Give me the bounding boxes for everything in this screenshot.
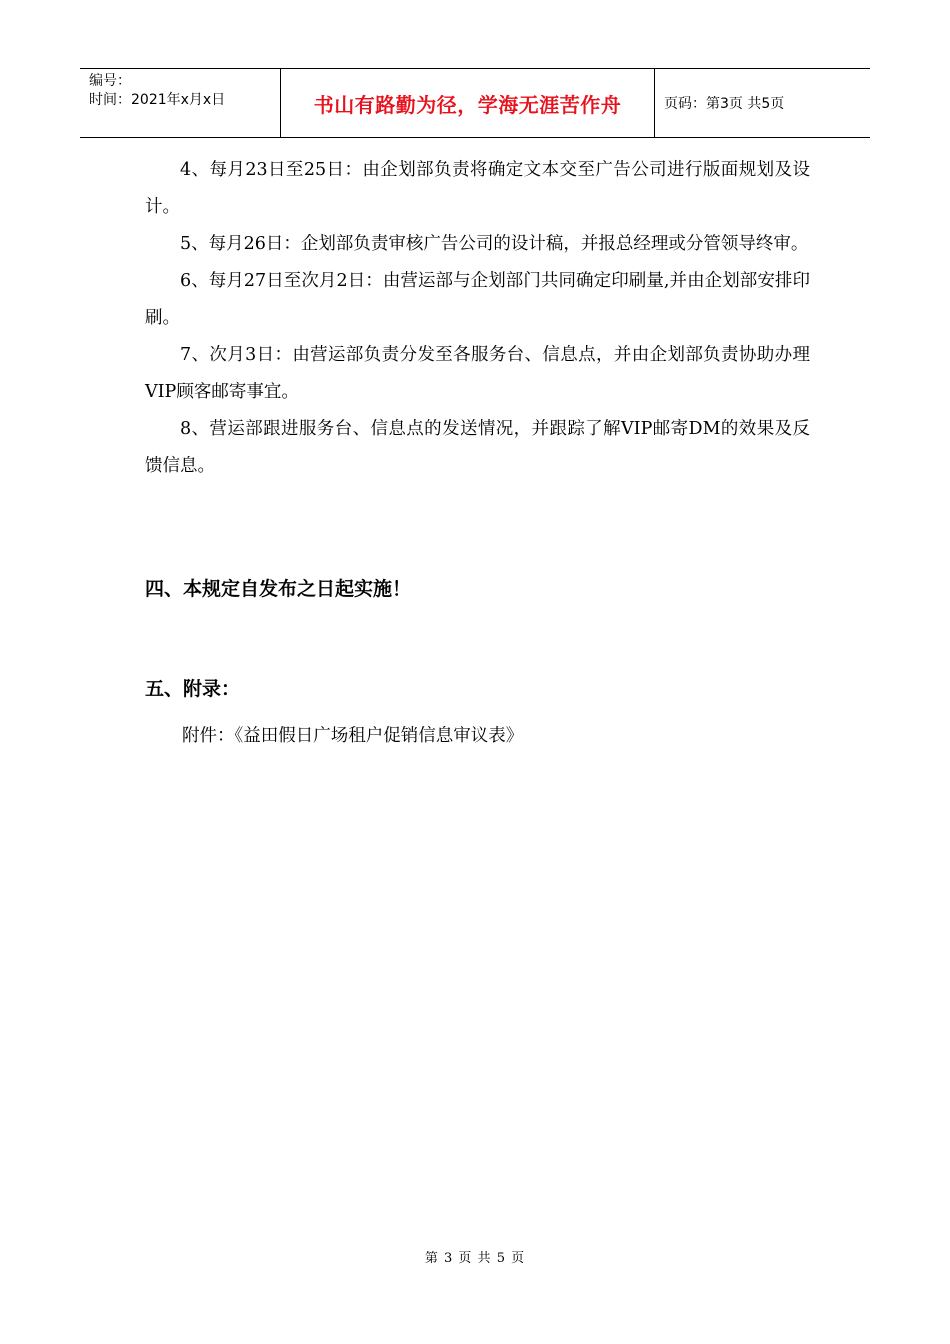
page-footer: 第 3 页 共 5 页 <box>424 1251 526 1266</box>
page-info-cell <box>655 69 870 137</box>
paragraph-8: 8、营运部跟进服务台、信息点的发送情况，并跟踪了解VIP邮寄DM的效果及反馈信息。 <box>145 419 810 476</box>
section-4-heading: 四、本规定自发布之日起实施！ <box>145 578 412 600</box>
paragraph-5: 5、每月26日：企划部负责审核广告公司的设计稿，并报总经理或分管领导终审。 <box>180 234 809 254</box>
paragraph-4: 4、每月23日至25日：由企划部负责将确定文本交至广告公司进行版面规划及设计。 <box>145 160 810 217</box>
procedure-list <box>145 152 810 485</box>
paragraph-7: 7、次月3日：由营运部负责分发至各服务台、信息点，并由企划部负责协助办理VIP顾客邮寄事宜。 <box>145 345 810 402</box>
page-label: 页码：第3页 共5页 <box>664 96 785 112</box>
section-5-heading: 五、附录： <box>145 678 241 700</box>
motto-cell <box>281 69 655 137</box>
header-meta-cell <box>80 69 281 137</box>
annex-text: 附件：《益田假日广场租户促销信息审议表》 <box>182 726 524 746</box>
time-label: 时间：2021年x月x日 <box>89 92 226 108</box>
paragraph-6: 6、每月27日至次月2日：由营运部与企划部门共同确定印刷量,并由企划部安排印刷。 <box>145 271 810 328</box>
number-label: 编号： <box>89 73 131 89</box>
header-table <box>80 68 870 138</box>
motto-text: 书山有路勤为径，学海无涯苦作舟 <box>313 92 622 117</box>
